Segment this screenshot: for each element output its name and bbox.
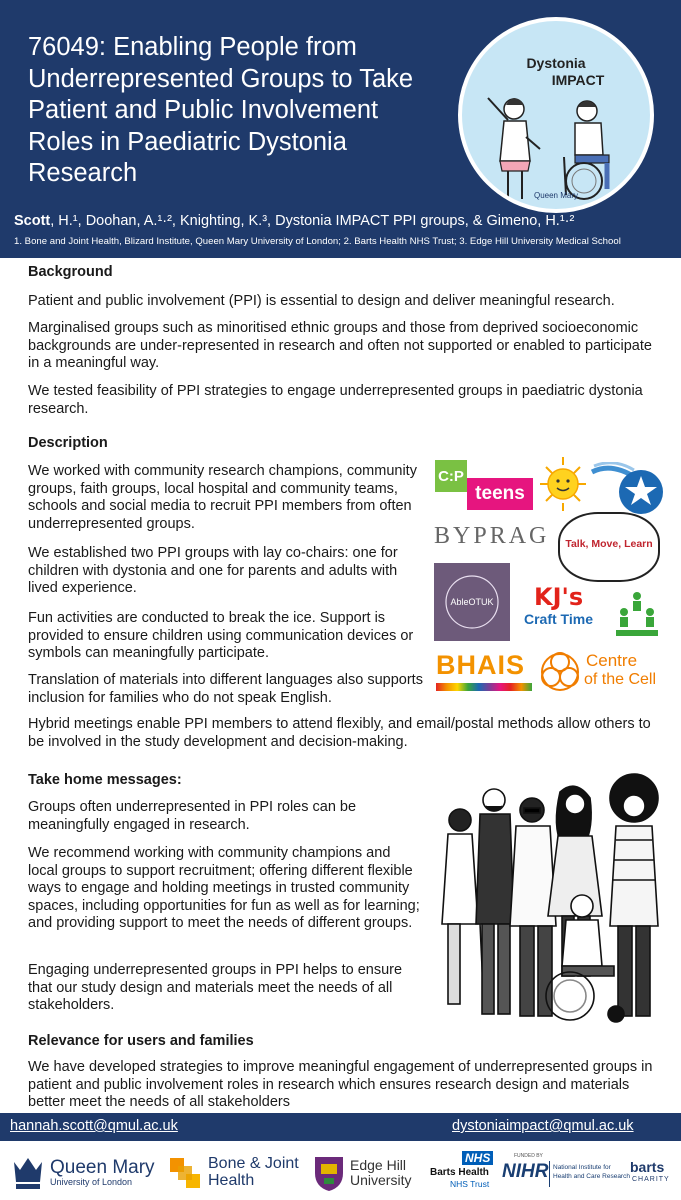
background-p1: Patient and public involvement (PPI) is essential to design and deliver meaningful research. — [28, 293, 615, 309]
barts-charity-line2: CHARITY — [632, 1176, 670, 1183]
centre-of-the-cell-logo — [538, 648, 662, 696]
authors-line — [14, 213, 674, 229]
shooting-star-icon — [590, 462, 664, 516]
queen-mary-crest-icon — [10, 1154, 46, 1192]
kjs-text: KJ's — [534, 583, 584, 611]
contact-bar — [0, 1113, 681, 1141]
barts-health-logo — [430, 1151, 496, 1191]
bjh-line1: Bone & Joint — [208, 1155, 299, 1173]
poster-title: 76049: Enabling People from Underrepresented Groups to Take Patient and Public Involvement Roles in Paediatric Dystonia Research — [28, 33, 414, 187]
bjh-line2: Health — [208, 1172, 255, 1189]
diverse-people-illustration — [420, 770, 670, 1028]
background-p2: Marginalised groups such as minoritised ethnic groups and those from deprived socioeconomic backgrounds are under-represented in research and often not supported or enabled to participate in a meaningful way. — [28, 320, 652, 371]
cp-badge: C:P — [435, 460, 467, 492]
nihr-mark: NIHR — [502, 1161, 549, 1182]
lead-author: Scott — [14, 213, 51, 229]
description-p1: We worked with community research champions, community groups, faith groups, local hospital and community teams, schools and social media to recruit PPI members from often underrepresented groups. — [28, 463, 417, 532]
edge-hill-logo — [312, 1153, 428, 1193]
sun-icon — [538, 455, 588, 513]
description-heading: Description — [28, 435, 108, 451]
edge-hill-line1: Edge Hill — [350, 1157, 407, 1174]
relevance-p1: We have developed strategies to improve meaningful engagement of underrepresented groups in patient and public involvement roles in research which ensures research design and materials better meet the needs of all stakeholders — [28, 1059, 653, 1110]
nihr-funded-by: FUNDED BY — [514, 1153, 543, 1159]
description-p3: Fun activities are conducted to break the ice. Support is provided to ensure children using communication devices or symbols can meaningfully participate. — [28, 610, 414, 661]
children-group-icon — [614, 590, 660, 638]
talk-move-learn-logo — [558, 512, 660, 582]
bone-joint-icon — [168, 1156, 202, 1190]
cp-teens-logo — [435, 460, 533, 512]
affiliations: 1. Bone and Joint Health, Blizard Institute, Queen Mary University of London; 2. Barts Health NHS Trust; 3. Edge Hill University Medical School — [14, 236, 621, 247]
barts-charity-line1: barts — [630, 1159, 665, 1175]
nhs-badge: NHS — [462, 1151, 493, 1165]
email-link-hannah[interactable]: hannah.scott@qmul.ac.uk — [10, 1118, 178, 1134]
craft-time-text: Craft Time — [524, 611, 593, 627]
logo-title-line2: IMPACT — [551, 72, 605, 88]
ableotuk-logo — [434, 563, 510, 641]
queen-mary-logo — [10, 1153, 160, 1193]
qm-sub: University of London — [50, 1177, 133, 1188]
background-p3: We tested feasibility of PPI strategies to engage underrepresented groups in paediatric dystonia research. — [28, 383, 643, 417]
people-illustration-icon — [462, 77, 650, 207]
edge-hill-line2: University — [350, 1172, 412, 1188]
dystonia-impact-logo — [458, 17, 654, 213]
barts-charity-logo — [630, 1159, 678, 1199]
description-p5: Hybrid meetings enable PPI members to attend flexibly, and email/postal methods allow others to be involved in the study development and decision-making. — [28, 716, 651, 750]
ableotuk-name: AbleOTUK — [450, 597, 494, 607]
takehome-heading: Take home messages: — [28, 772, 182, 788]
bhais-stripes — [436, 683, 532, 691]
bone-joint-health-logo — [168, 1153, 308, 1193]
barts-line1: Barts Health — [430, 1167, 489, 1178]
relevance-heading: Relevance for users and families — [28, 1033, 254, 1049]
logo-sub: Queen Mary — [533, 191, 579, 200]
nihr-line2: Health and Care Research — [553, 1173, 630, 1180]
kjs-craft-time-logo — [520, 583, 610, 635]
institution-logos — [0, 1141, 681, 1200]
qm-name: Queen Mary — [50, 1157, 155, 1179]
description-p4: Translation of materials into different languages also supports inclusion for families who do not speak English. — [28, 672, 423, 706]
talk-move-learn-text: Talk, Move, Learn — [565, 538, 653, 550]
nihr-divider — [549, 1161, 550, 1187]
edge-hill-crest-icon — [312, 1154, 346, 1192]
cotc-line1: Centre — [586, 651, 638, 670]
barts-line2: NHS Trust — [450, 1179, 490, 1189]
bhais-text: BHAIS — [436, 650, 526, 680]
email-link-dystoniaimpact[interactable]: dystoniaimpact@qmul.ac.uk — [452, 1118, 634, 1134]
takehome-p1: Groups often underrepresented in PPI roles can be meaningfully engaged in research. — [28, 799, 357, 833]
cell-flower-icon — [538, 650, 582, 694]
nihr-line1: National Institute for — [553, 1164, 611, 1171]
background-heading: Background — [28, 264, 113, 280]
bhais-logo — [436, 650, 532, 691]
cotc-line2: of the Cell — [584, 671, 657, 688]
teens-badge: teens — [467, 478, 533, 510]
other-authors: , H.¹, Doohan, A.¹·², Knighting, K.³, Dystonia IMPACT PPI groups, & Gimeno, H.¹·² — [50, 213, 575, 229]
nihr-logo — [500, 1151, 628, 1191]
logo-title-line1: Dystonia — [526, 55, 586, 71]
byprag-logo: BYPRAG — [434, 523, 550, 549]
description-p2: We established two PPI groups with lay co-chairs: one for children with dystonia and one for parents and adults with lived experience. — [28, 545, 398, 596]
takehome-p2: We recommend working with community champions and local groups to support recruitment; offering different flexible ways to engage and holding meetings in trusted community spaces, including opportunities for fun as well as for learning; and providing support to meet the needs of different groups. — [28, 845, 420, 931]
takehome-p3: Engaging underrepresented groups in PPI helps to ensure that our study design and materials meet the needs of all stakeholders. — [28, 962, 403, 1013]
header-banner — [0, 0, 681, 258]
